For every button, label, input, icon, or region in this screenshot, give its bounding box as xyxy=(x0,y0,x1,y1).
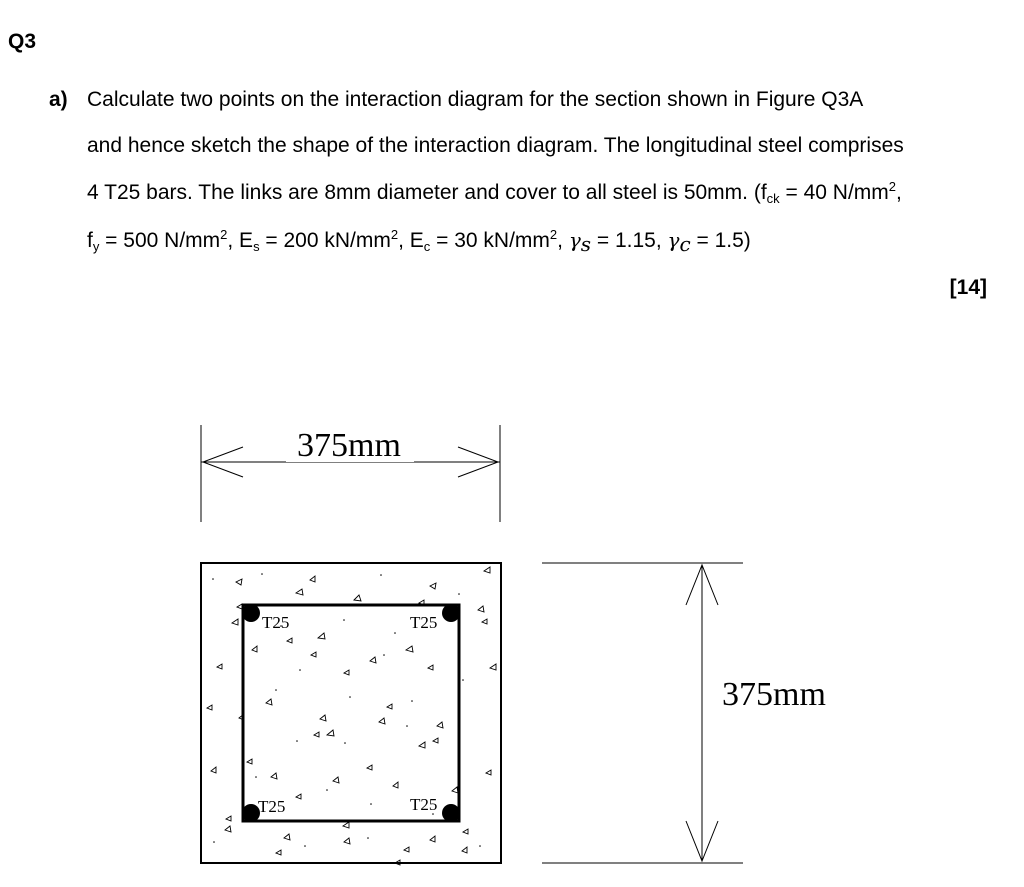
ec-symbol: , E xyxy=(398,229,424,252)
fy-value: = 500 N/mm xyxy=(99,229,221,252)
es-subscript: s xyxy=(253,239,260,254)
gamma-s-value: = 1.15, xyxy=(591,229,668,252)
es-unit-sup: 2 xyxy=(390,227,399,242)
part-label: a) xyxy=(49,88,68,111)
width-label: 375mm xyxy=(297,427,401,464)
gamma-c-value: = 1.5) xyxy=(690,229,751,252)
question-line-1: Calculate two points on the interaction diagram for the section shown in Figure Q3A xyxy=(87,88,864,111)
fy-unit-sup: 2 xyxy=(220,227,228,242)
fck-subscript: ck xyxy=(766,191,780,206)
fy-symbol: f xyxy=(87,229,93,252)
es-symbol: , E xyxy=(227,229,254,252)
rebar-label-top-right: T25 xyxy=(410,613,438,632)
ec-unit-sup: 2 xyxy=(549,227,558,242)
es-value: = 200 kN/mm xyxy=(259,229,391,252)
gamma-s-subscript: s xyxy=(580,232,592,256)
line3-end: , xyxy=(896,181,902,204)
question-line-2: and hence sketch the shape of the interaction diagram. The longitudinal steel comprises xyxy=(87,134,904,157)
question-number: Q3 xyxy=(8,30,37,53)
fck-unit-sup: 2 xyxy=(888,179,897,194)
rebar-label-top-left: T25 xyxy=(262,613,290,632)
line3-text: 4 T25 bars. The links are 8mm diameter and cover to all steel is 50mm. (f xyxy=(87,181,767,204)
fck-value: = 40 N/mm xyxy=(779,181,889,204)
height-label: 375mm xyxy=(722,676,826,713)
gamma-c-subscript: c xyxy=(679,232,691,256)
ec-value: = 30 kN/mm xyxy=(430,229,550,252)
fy-subscript: y xyxy=(92,239,100,254)
gamma-s-symbol: γ xyxy=(568,228,581,252)
rebar-top-right xyxy=(442,604,460,622)
marks: [14] xyxy=(949,276,987,299)
rebar-top-left xyxy=(242,604,260,622)
height-dimension xyxy=(542,563,743,863)
ec-subscript: c xyxy=(423,239,431,254)
rebar-label-bottom-right: T25 xyxy=(410,795,438,814)
gamma-s-comma: , xyxy=(557,229,569,252)
rebar-label-bottom-left: T25 xyxy=(258,797,286,816)
gamma-c-symbol: γ xyxy=(667,228,680,252)
rebar-bottom-right xyxy=(442,804,460,822)
